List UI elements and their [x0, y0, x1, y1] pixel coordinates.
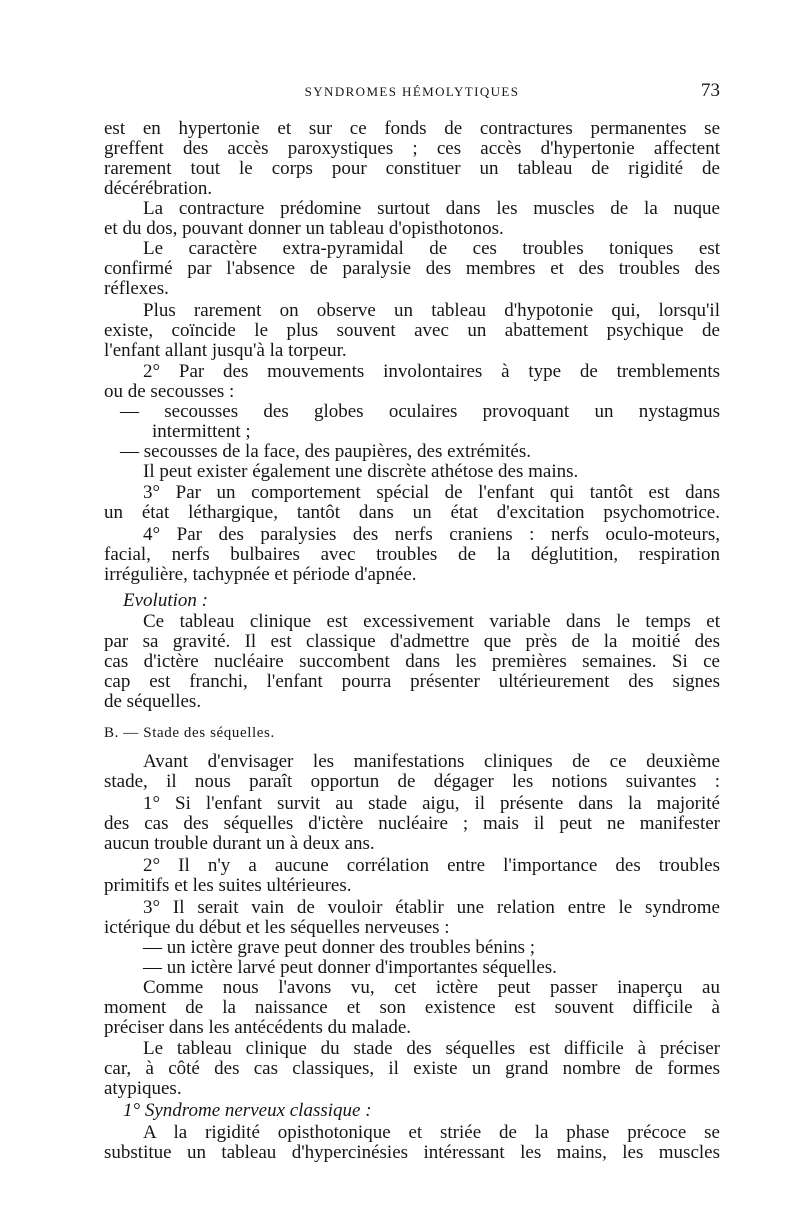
running-title: SYNDROMES HÉMOLYTIQUES — [304, 84, 520, 99]
text-line: Il peut exister également une discrète athétose des mains. — [143, 461, 579, 482]
text-line: et du dos, pouvant donner un tableau d'opisthotonos. — [104, 218, 504, 239]
text-line: existe, coïncide le plus souvent avec un abattement psychique de — [104, 320, 720, 341]
text-line: 3° Il serait vain de vouloir établir une relation entre le syndrome — [143, 897, 720, 918]
text-line: aucun trouble durant un à deux ans. — [104, 833, 375, 854]
text-line: Ce tableau clinique est excessivement variable dans le temps et — [143, 611, 720, 632]
text-line: réflexes. — [104, 278, 169, 299]
text-line: irrégulière, tachypnée et période d'apnée. — [104, 564, 417, 585]
text-line: — secousses des globes oculaires provoquant un nystagmus — [120, 401, 720, 422]
text-line: ictérique du début et les séquelles nerveuses : — [104, 917, 450, 938]
text-line: car, à côté des cas classiques, il existe un grand nombre de formes — [104, 1058, 720, 1079]
text-line: est en hypertonie et sur ce fonds de contractures permanentes se — [104, 118, 720, 139]
text-line: — un ictère larvé peut donner d'importantes séquelles. — [143, 957, 557, 978]
text-line: intermittent ; — [152, 421, 251, 442]
text-line: greffent des accès paroxystiques ; ces accès d'hypertonie affectent — [104, 138, 720, 159]
text-line: Avant d'envisager les manifestations cliniques de ce deuxième — [143, 751, 720, 772]
text-line: 2° Il n'y a aucune corrélation entre l'importance des troubles — [143, 855, 720, 876]
text-line: 3° Par un comportement spécial de l'enfant qui tantôt est dans — [143, 482, 720, 503]
text-line: primitifs et les suites ultérieures. — [104, 875, 352, 896]
text-line: — secousses de la face, des paupières, des extrémités. — [120, 441, 531, 462]
section-heading: B. — Stade des séquelles. — [104, 725, 275, 741]
text-line: décérébration. — [104, 178, 213, 199]
text-line: cas d'ictère nucléaire succombent dans les premières semaines. Si ce — [104, 651, 720, 672]
text-line: Comme nous l'avons vu, cet ictère peut passer inaperçu au — [143, 977, 720, 998]
text-line: substitue un tableau d'hypercinésies intéressant les mains, les muscles — [104, 1142, 720, 1163]
text-line: A la rigidité opisthotonique et striée de la phase précoce se — [143, 1122, 720, 1143]
text-line: atypiques. — [104, 1078, 182, 1099]
text-line: l'enfant allant jusqu'à la torpeur. — [104, 340, 347, 361]
text-line: Le caractère extra-pyramidal de ces troubles toniques est — [143, 238, 720, 259]
text-line: confirmé par l'absence de paralysie des membres et des troubles des — [104, 258, 720, 279]
text-line: 4° Par des paralysies des nerfs craniens : nerfs oculo-moteurs, — [143, 524, 720, 545]
text-line: des cas des séquelles d'ictère nucléaire ; mais il peut ne manifester — [104, 813, 720, 834]
text-line: 1° Si l'enfant survit au stade aigu, il présente dans la majorité — [143, 793, 720, 814]
text-line: stade, il nous paraît opportun de dégager les notions suivantes : — [104, 771, 720, 792]
text-line: par sa gravité. Il est classique d'admettre que près de la moitié des — [104, 631, 720, 652]
text-line: de séquelles. — [104, 691, 202, 712]
text-line: facial, nerfs bulbaires avec troubles de la déglutition, respiration — [104, 544, 720, 565]
running-head — [104, 80, 720, 104]
section-heading: 1° Syndrome nerveux classique : — [123, 1100, 372, 1121]
section-heading: Evolution : — [123, 590, 208, 611]
text-line: moment de la naissance et son existence est souvent difficile à — [104, 997, 720, 1018]
text-line: 2° Par des mouvements involontaires à type de tremblements — [143, 361, 720, 382]
page-number: 73 — [701, 80, 720, 101]
text-line: — un ictère grave peut donner des troubles bénins ; — [143, 937, 536, 958]
text-line: cap est franchi, l'enfant pourra présenter ultérieurement des signes — [104, 671, 720, 692]
text-line: ou de secousses : — [104, 381, 235, 402]
text-line: La contracture prédomine surtout dans les muscles de la nuque — [143, 198, 720, 219]
text-line: Le tableau clinique du stade des séquelles est difficile à préciser — [143, 1038, 720, 1059]
text-line: un état léthargique, tantôt dans un état d'excitation psychomotrice. — [104, 502, 720, 523]
text-line: rarement tout le corps pour constituer un tableau de rigidité de — [104, 158, 720, 179]
text-line: Plus rarement on observe un tableau d'hypotonie qui, lorsqu'il — [143, 300, 720, 321]
text-line: préciser dans les antécédents du malade. — [104, 1017, 412, 1038]
